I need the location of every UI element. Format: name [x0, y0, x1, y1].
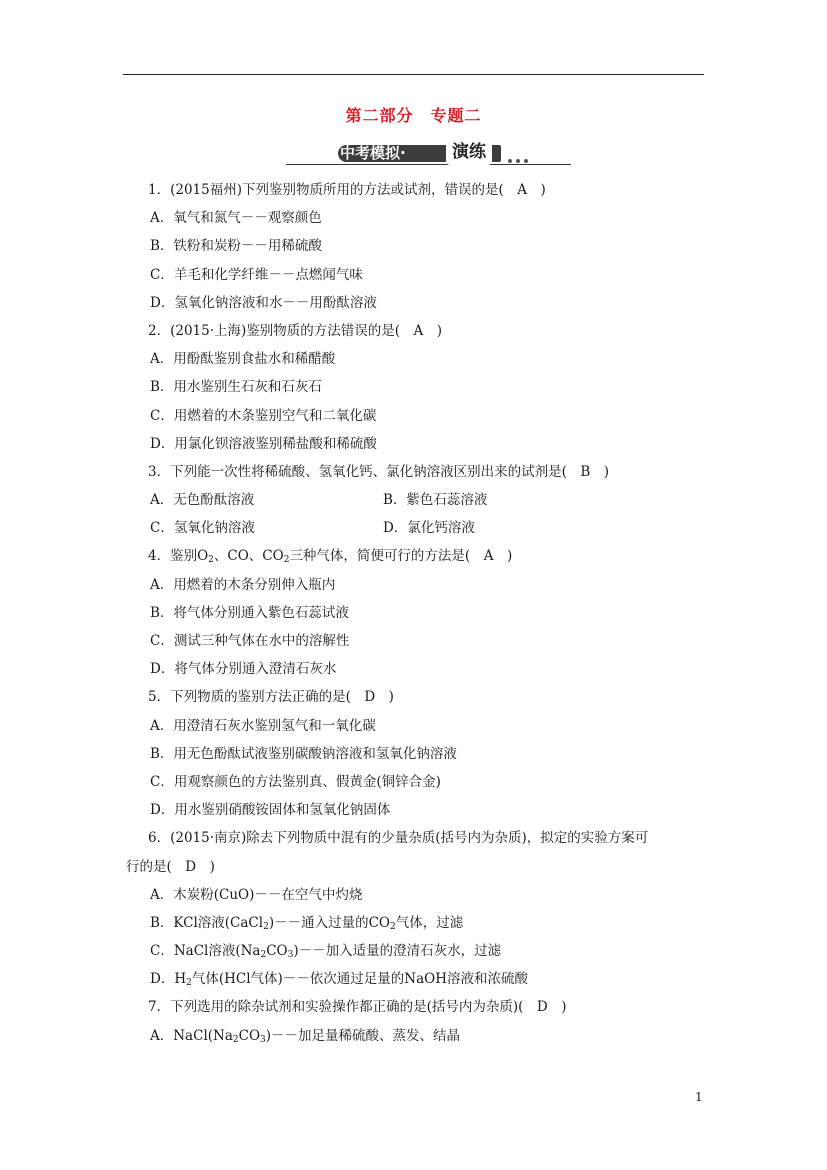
option: D．氢氧化钠溶液和水－－用酚酞溶液	[150, 294, 377, 311]
option-row	[150, 486, 713, 514]
option: C．羊毛和化学纤维－－点燃闻气味	[150, 266, 363, 283]
option: C．用燃着的木条鉴别空气和二氧化碳	[150, 407, 377, 424]
option: A．木炭粉(CuO)－－在空气中灼烧	[150, 886, 363, 903]
option: C．NaCl溶液$(Na_2CO_3)--$加入适量的澄清石灰水，过滤	[150, 943, 502, 961]
option: D．将气体分别通入澄清石灰水	[150, 661, 337, 678]
option: B．紫色石蕊溶液	[383, 492, 488, 509]
question-6-continued: 行的是( D )	[126, 858, 215, 875]
question-list	[126, 176, 713, 1050]
option: A．用酚酞鉴别食盐水和稀醋酸	[150, 351, 336, 368]
question-3: 3．下列能一次性将稀硫酸、氢氧化钙、氯化钠溶液区别出来的试剂是( B )	[148, 463, 610, 480]
question-1: 1．(2015福州)下列鉴别物质所用的方法或试剂，错误的是( A )	[148, 182, 546, 198]
option: B．将气体分别通入紫色石蕊试液	[150, 604, 349, 621]
option: A．用澄清石灰水鉴别氢气和一氧化碳	[150, 717, 376, 734]
question-2: 2．(2015·上海)鉴别物质的方法错误的是( A )	[148, 322, 443, 339]
option: A．氧气和氮气－－观察颜色	[150, 210, 322, 227]
banner-label: 中考模拟·	[340, 144, 406, 162]
page-title: 第二部分 专题二	[345, 106, 482, 125]
option-row	[150, 514, 713, 542]
option: D．用氯化钡溶液鉴别稀盐酸和稀硫酸	[150, 435, 377, 452]
option: D．氯化钙溶液	[383, 520, 475, 537]
option: B．铁粉和炭粉－－用稀硫酸	[150, 238, 322, 255]
option: D．$H_2$气体(HCl气体)－－依次通过足量的NaOH溶液和浓硫酸	[150, 971, 528, 989]
question-6: 6．(2015·南京)除去下列物质中混有的少量杂质(括号内为杂质)，拟定的实验方案可	[148, 830, 649, 847]
option: D．用水鉴别硝酸铵固体和氢氧化钠固体	[150, 802, 391, 819]
option: C．用观察颜色的方法鉴别真、假黄金(铜锌合金)	[150, 773, 441, 790]
section-banner	[286, 143, 576, 169]
option: A．$NaCl(Na_2CO_3)--$加足量稀硫酸、蒸发、结晶	[150, 1027, 461, 1045]
option: B．用水鉴别生石灰和石灰石	[150, 379, 322, 396]
question-7: 7．下列选用的除杂试剂和实验操作都正确的是(括号内为杂质)( D )	[148, 999, 567, 1016]
header-rule	[123, 74, 704, 75]
question-4: 4．鉴别$O_2$、CO、$CO_2$三种气体，简便可行的方法是( A )	[148, 548, 513, 566]
question-5: 5．下列物质的鉴别方法正确的是( D )	[148, 689, 394, 706]
option: C．氢氧化钠溶液	[150, 520, 255, 537]
option: B．KCl溶液(CaCl$_2$)－－通入过量的$CO_2$气体，过滤	[150, 914, 464, 932]
option: A．用燃着的木条分别伸入瓶内	[150, 576, 336, 593]
banner-label-highlight: 演练	[446, 139, 492, 165]
option: C．测试三种气体在水中的溶解性	[150, 633, 350, 649]
page-number: 1	[695, 1090, 703, 1104]
option: A．无色酚酞溶液	[150, 492, 255, 509]
option: B．用无色酚酞试液鉴别碳酸钠溶液和氢氧化钠溶液	[150, 745, 457, 762]
banner-dots-icon	[508, 148, 532, 167]
